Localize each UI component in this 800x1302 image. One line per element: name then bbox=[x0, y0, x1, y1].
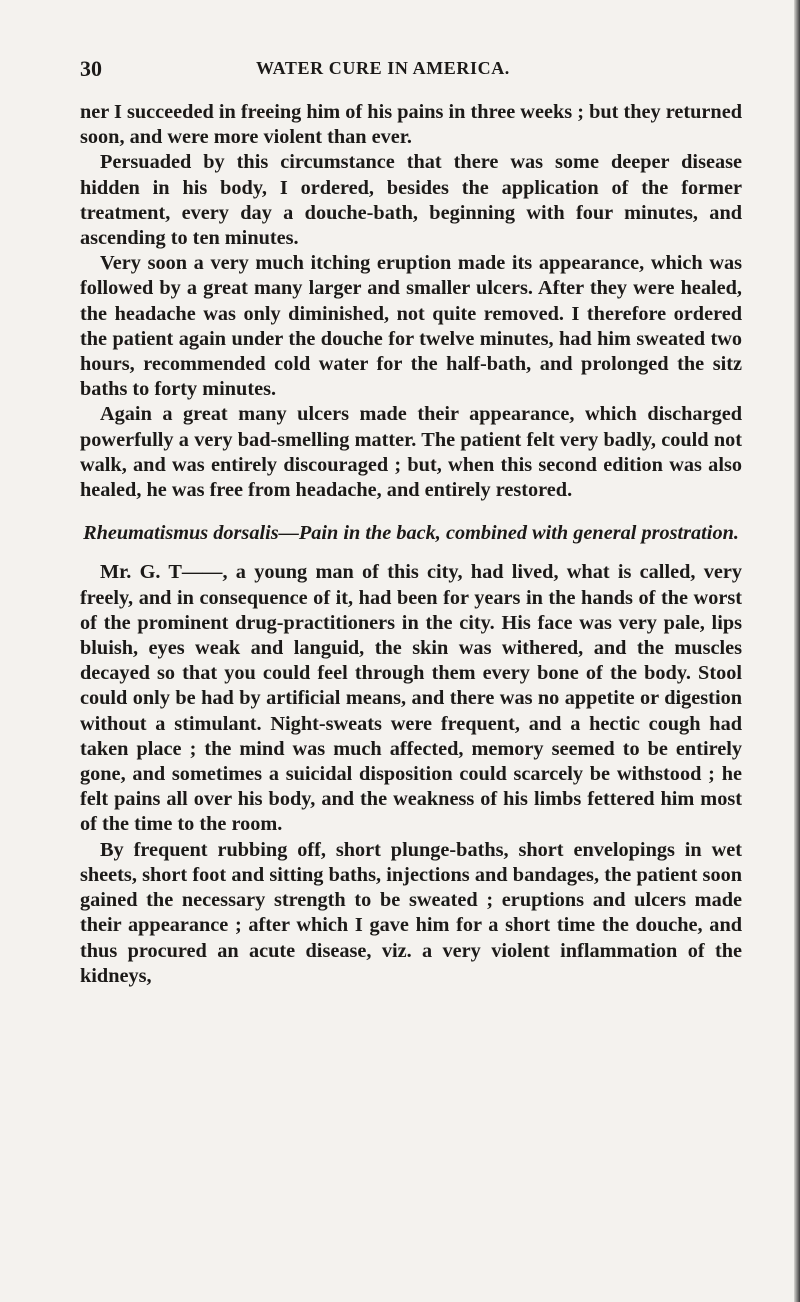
paragraph: Again a great many ulcers made their appearance, which discharged powerfully a very bad-smelling matter. The patient felt very badly, could not walk, and was entirely discouraged ; but, when this second edition was also healed, he was free from headache, and entirely restored. bbox=[80, 403, 742, 502]
paragraph: By frequent rubbing off, short plunge-baths, short envelopings in wet sheets, short foot and sitting baths, injections and bandages, the patient soon gained the necessary strength to be sweated ; eruptions and ulcers made their appearance ; after which I gave him for a short time the douche, and thus procured an acute disease, viz. a very violent inflammation of the kidneys, bbox=[80, 838, 742, 987]
paragraph: Very soon a very much itching eruption made its appearance, which was followed by a great many larger and smaller ulcers. After they were healed, the headache was only diminished, not quite removed. I therefore ordered the patient again under the douche for twelve minutes, had him sweated two hours, recommended cold water for the half-bath, and prolonged the sitz baths to forty minutes. bbox=[80, 252, 742, 401]
body-text bbox=[80, 100, 742, 989]
page-edge-shadow bbox=[794, 0, 800, 1302]
paragraph: Persuaded by this circumstance that there was some deeper disease hidden in his body, I ordered, besides the application of the former treatment, every day a douche-bath, beginning with four minutes, and ascending to ten minutes. bbox=[80, 151, 742, 250]
page-number: 30 bbox=[80, 56, 102, 81]
paragraph: Mr. G. T——, a young man of this city, had lived, what is called, very freely, and in consequence of it, had been for years in the hands of the worst of the prominent drug-practitioners in the city. His face was very pale, lips bluish, eyes weak and languid, the skin was withered, and the muscles decayed so that you could feel through them every bone of the body. Stool could only be had by artificial means, and there was no appetite or digestion without a stimulant. Night-sweats were frequent, and a hectic cough had taken place ; the mind was much affected, memory seemed to be entirely gone, and sometimes a suicidal disposition could scarcely be withstood ; he felt pains all over his body, and the weakness of his limbs fettered him most of the time to the room. bbox=[80, 561, 742, 836]
paragraph: ner I succeeded in freeing him of his pains in three weeks ; but they returned soon, and were more violent than ever. bbox=[80, 101, 742, 149]
section-heading: Rheumatismus dorsalis—Pain in the back, combined with general prostration. bbox=[83, 522, 739, 545]
page-header bbox=[80, 56, 742, 86]
running-title: WATER CURE IN AMERICA. bbox=[256, 58, 510, 78]
